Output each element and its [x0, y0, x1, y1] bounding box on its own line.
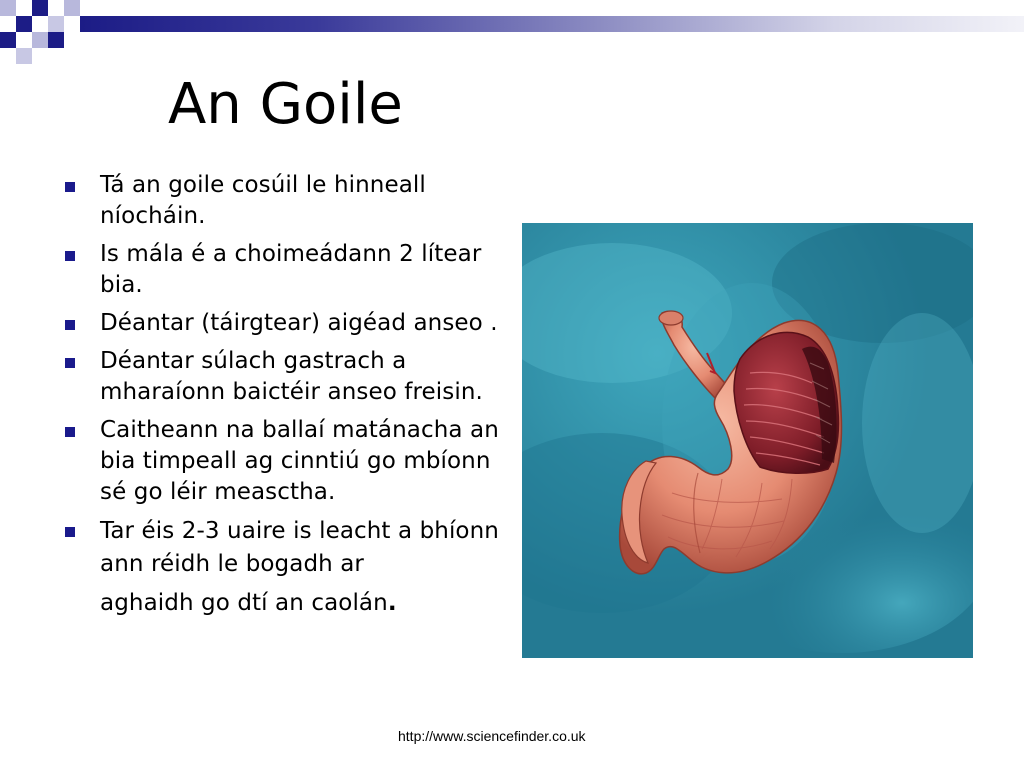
decor-square — [16, 16, 32, 32]
slide-title: An Goile — [168, 72, 403, 137]
stomach-illustration — [522, 223, 973, 658]
header-gradient-bar — [80, 16, 1024, 32]
decor-square — [64, 0, 80, 16]
stomach-image — [522, 223, 973, 658]
bullet-square-icon — [65, 427, 75, 437]
bullet-square-icon — [65, 527, 75, 537]
bullet-text-continuation — [100, 587, 507, 620]
bullet-item — [62, 346, 507, 408]
bullet-text: Tá an goile cosúil le hinneall níocháin. — [100, 172, 426, 229]
bullet-list — [62, 170, 507, 627]
bullet-text: Caitheann na ballaí matánacha an bia timpeall ag cinntiú go mbíonn sé go léir measctha. — [100, 417, 499, 505]
bullet-text: Déantar (táirgtear) aigéad anseo . — [100, 310, 498, 336]
bullet-square-icon — [65, 182, 75, 192]
bullet-square-icon — [65, 320, 75, 330]
source-link[interactable]: http://www.sciencefinder.co.uk — [398, 728, 586, 744]
decor-square — [48, 16, 64, 32]
bullet-item — [62, 415, 507, 508]
decor-square — [48, 32, 64, 48]
bullet-item — [62, 239, 507, 301]
bullet-square-icon — [65, 251, 75, 261]
decor-square — [0, 0, 16, 16]
bullet-end-mark: . — [387, 590, 397, 616]
decor-square — [0, 32, 16, 48]
decor-square — [16, 48, 32, 64]
decor-square — [32, 0, 48, 16]
header-decoration — [0, 0, 1024, 48]
bullet-square-icon — [65, 358, 75, 368]
bullet-text: aghaidh go dtí an caolán — [100, 590, 388, 616]
bullet-text: Is mála é a choimeádann 2 lítear bia. — [100, 241, 482, 298]
bullet-item — [62, 308, 507, 339]
bullet-item — [62, 170, 507, 232]
bullet-text: Déantar súlach gastrach a mharaíonn baictéir anseo freisin. — [100, 348, 483, 405]
decor-square — [32, 32, 48, 48]
bullet-item — [62, 515, 507, 620]
bullet-text: Tar éis 2-3 uaire is leacht a bhíonn ann réidh le bogadh ar — [100, 518, 499, 577]
